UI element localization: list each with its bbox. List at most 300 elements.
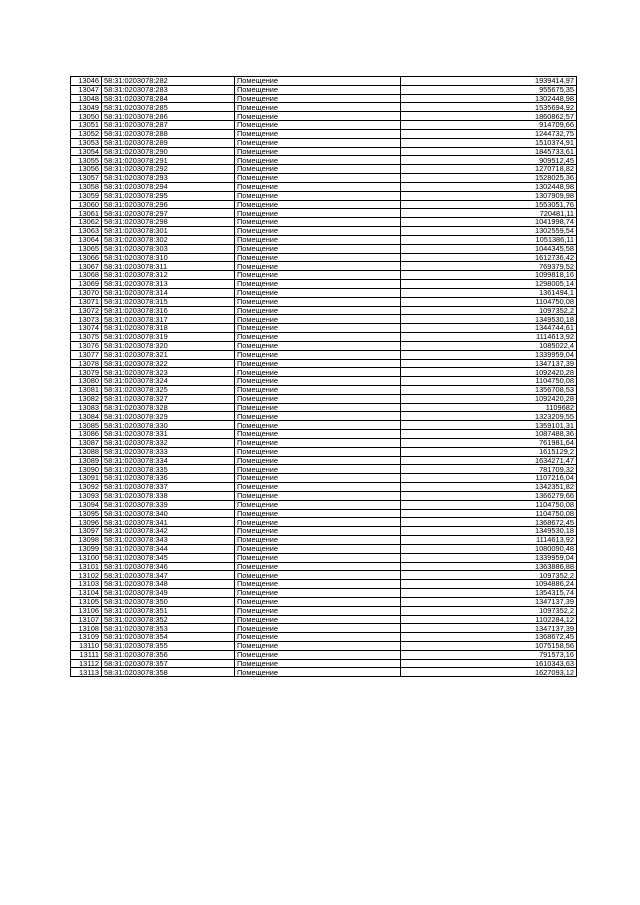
cadastral-number-cell: 58:31:0203078:329 bbox=[102, 412, 235, 421]
table-row bbox=[71, 324, 577, 333]
table-row bbox=[71, 447, 577, 456]
cadastral-number-cell: 58:31:0203078:337 bbox=[102, 483, 235, 492]
cadastral-number-cell: 58:31:0203078:346 bbox=[102, 562, 235, 571]
row-number-cell: 13057 bbox=[71, 174, 102, 183]
row-number-cell: 13099 bbox=[71, 544, 102, 553]
object-type-cell: Помещение bbox=[235, 306, 401, 315]
cadastral-value-cell: 1302448,98 bbox=[401, 182, 577, 191]
object-type-cell: Помещение bbox=[235, 103, 401, 112]
cadastral-value-cell: 1307909,98 bbox=[401, 191, 577, 200]
cadastral-value-cell: 1114613,92 bbox=[401, 536, 577, 545]
cadastral-value-cell: 1092420,28 bbox=[401, 394, 577, 403]
row-number-cell: 13084 bbox=[71, 412, 102, 421]
object-type-cell: Помещение bbox=[235, 218, 401, 227]
object-type-cell: Помещение bbox=[235, 121, 401, 130]
object-type-cell: Помещение bbox=[235, 456, 401, 465]
cadastral-value-cell: 1244732,75 bbox=[401, 129, 577, 138]
table-row bbox=[71, 191, 577, 200]
object-type-cell: Помещение bbox=[235, 474, 401, 483]
row-number-cell: 13062 bbox=[71, 218, 102, 227]
row-number-cell: 13110 bbox=[71, 642, 102, 651]
cadastral-number-cell: 58:31:0203078:310 bbox=[102, 253, 235, 262]
table-row bbox=[71, 262, 577, 271]
cadastral-number-cell: 58:31:0203078:328 bbox=[102, 403, 235, 412]
cadastral-value-cell: 1615129,2 bbox=[401, 447, 577, 456]
cadastral-number-cell: 58:31:0203078:319 bbox=[102, 333, 235, 342]
object-type-cell: Помещение bbox=[235, 430, 401, 439]
object-type-cell: Помещение bbox=[235, 642, 401, 651]
object-type-cell: Помещение bbox=[235, 491, 401, 500]
cadastral-number-cell: 58:31:0203078:289 bbox=[102, 138, 235, 147]
row-number-cell: 13102 bbox=[71, 571, 102, 580]
object-type-cell: Помещение bbox=[235, 650, 401, 659]
cadastral-number-cell: 58:31:0203078:351 bbox=[102, 606, 235, 615]
table-row bbox=[71, 474, 577, 483]
cadastral-number-cell: 58:31:0203078:323 bbox=[102, 368, 235, 377]
row-number-cell: 13078 bbox=[71, 359, 102, 368]
row-number-cell: 13058 bbox=[71, 182, 102, 191]
row-number-cell: 13081 bbox=[71, 385, 102, 394]
row-number-cell: 13069 bbox=[71, 280, 102, 289]
table-row bbox=[71, 377, 577, 386]
cadastral-value-cell: 1323209,55 bbox=[401, 412, 577, 421]
cadastral-value-cell: 909512,45 bbox=[401, 156, 577, 165]
row-number-cell: 13050 bbox=[71, 112, 102, 121]
cadastral-value-cell: 1092420,28 bbox=[401, 368, 577, 377]
cadastral-value-cell: 1104750,08 bbox=[401, 500, 577, 509]
cadastral-value-cell: 1510374,91 bbox=[401, 138, 577, 147]
table-row bbox=[71, 209, 577, 218]
row-number-cell: 13101 bbox=[71, 562, 102, 571]
row-number-cell: 13063 bbox=[71, 227, 102, 236]
table-row bbox=[71, 103, 577, 112]
table-body bbox=[71, 77, 577, 677]
row-number-cell: 13052 bbox=[71, 129, 102, 138]
cadastral-value-cell: 1939414,97 bbox=[401, 77, 577, 86]
object-type-cell: Помещение bbox=[235, 262, 401, 271]
cadastral-number-cell: 58:31:0203078:353 bbox=[102, 624, 235, 633]
table-row bbox=[71, 271, 577, 280]
table-row bbox=[71, 306, 577, 315]
cadastral-number-cell: 58:31:0203078:338 bbox=[102, 491, 235, 500]
table-row bbox=[71, 650, 577, 659]
cadastral-number-cell: 58:31:0203078:288 bbox=[102, 129, 235, 138]
row-number-cell: 13074 bbox=[71, 324, 102, 333]
object-type-cell: Помещение bbox=[235, 235, 401, 244]
table-row bbox=[71, 156, 577, 165]
row-number-cell: 13108 bbox=[71, 624, 102, 633]
table-row bbox=[71, 165, 577, 174]
cadastral-number-cell: 58:31:0203078:332 bbox=[102, 438, 235, 447]
cadastral-value-cell: 1634271,47 bbox=[401, 456, 577, 465]
object-type-cell: Помещение bbox=[235, 527, 401, 536]
object-type-cell: Помещение bbox=[235, 385, 401, 394]
table-row bbox=[71, 359, 577, 368]
table-row bbox=[71, 403, 577, 412]
cadastral-value-cell: 1041998,74 bbox=[401, 218, 577, 227]
object-type-cell: Помещение bbox=[235, 227, 401, 236]
cadastral-number-cell: 58:31:0203078:334 bbox=[102, 456, 235, 465]
table-row bbox=[71, 509, 577, 518]
object-type-cell: Помещение bbox=[235, 562, 401, 571]
row-number-cell: 13067 bbox=[71, 262, 102, 271]
cadastral-value-cell: 1342351,82 bbox=[401, 483, 577, 492]
cadastral-value-cell: 1097352,2 bbox=[401, 306, 577, 315]
table-row bbox=[71, 394, 577, 403]
cadastral-value-cell: 955675,35 bbox=[401, 85, 577, 94]
cadastral-number-cell: 58:31:0203078:335 bbox=[102, 465, 235, 474]
cadastral-number-cell: 58:31:0203078:311 bbox=[102, 262, 235, 271]
cadastral-number-cell: 58:31:0203078:296 bbox=[102, 200, 235, 209]
cadastral-value-cell: 1298005,14 bbox=[401, 280, 577, 289]
table-row bbox=[71, 571, 577, 580]
cadastral-number-cell: 58:31:0203078:356 bbox=[102, 650, 235, 659]
object-type-cell: Помещение bbox=[235, 597, 401, 606]
cadastral-number-cell: 58:31:0203078:312 bbox=[102, 271, 235, 280]
table-row bbox=[71, 659, 577, 668]
cadastral-value-cell: 1104750,08 bbox=[401, 297, 577, 306]
cadastral-value-cell: 1366279,66 bbox=[401, 491, 577, 500]
table-row bbox=[71, 350, 577, 359]
cadastral-number-cell: 58:31:0203078:285 bbox=[102, 103, 235, 112]
object-type-cell: Помещение bbox=[235, 465, 401, 474]
row-number-cell: 13046 bbox=[71, 77, 102, 86]
row-number-cell: 13093 bbox=[71, 491, 102, 500]
row-number-cell: 13075 bbox=[71, 333, 102, 342]
object-type-cell: Помещение bbox=[235, 85, 401, 94]
table-row bbox=[71, 580, 577, 589]
row-number-cell: 13106 bbox=[71, 606, 102, 615]
object-type-cell: Помещение bbox=[235, 112, 401, 121]
cadastral-value-cell: 1368672,45 bbox=[401, 633, 577, 642]
cadastral-number-cell: 58:31:0203078:294 bbox=[102, 182, 235, 191]
cadastral-value-cell: 1610343,63 bbox=[401, 659, 577, 668]
object-type-cell: Помещение bbox=[235, 500, 401, 509]
cadastral-number-cell: 58:31:0203078:344 bbox=[102, 544, 235, 553]
cadastral-number-cell: 58:31:0203078:291 bbox=[102, 156, 235, 165]
table-row bbox=[71, 182, 577, 191]
row-number-cell: 13082 bbox=[71, 394, 102, 403]
cadastral-number-cell: 58:31:0203078:322 bbox=[102, 359, 235, 368]
object-type-cell: Помещение bbox=[235, 589, 401, 598]
cadastral-value-cell: 1094886,24 bbox=[401, 580, 577, 589]
cadastral-value-cell: 1302448,98 bbox=[401, 94, 577, 103]
table-row bbox=[71, 200, 577, 209]
cadastral-value-cell: 1354315,74 bbox=[401, 589, 577, 598]
row-number-cell: 13054 bbox=[71, 147, 102, 156]
object-type-cell: Помещение bbox=[235, 368, 401, 377]
row-number-cell: 13089 bbox=[71, 456, 102, 465]
cadastral-value-cell: 1349530,18 bbox=[401, 315, 577, 324]
cadastral-number-cell: 58:31:0203078:295 bbox=[102, 191, 235, 200]
table-row bbox=[71, 483, 577, 492]
table-row bbox=[71, 218, 577, 227]
object-type-cell: Помещение bbox=[235, 147, 401, 156]
object-type-cell: Помещение bbox=[235, 624, 401, 633]
row-number-cell: 13086 bbox=[71, 430, 102, 439]
object-type-cell: Помещение bbox=[235, 403, 401, 412]
row-number-cell: 13051 bbox=[71, 121, 102, 130]
table-row bbox=[71, 147, 577, 156]
cadastral-number-cell: 58:31:0203078:352 bbox=[102, 615, 235, 624]
row-number-cell: 13049 bbox=[71, 103, 102, 112]
cadastral-value-cell: 761981,64 bbox=[401, 438, 577, 447]
row-number-cell: 13065 bbox=[71, 244, 102, 253]
row-number-cell: 13109 bbox=[71, 633, 102, 642]
cadastral-value-cell: 791573,16 bbox=[401, 650, 577, 659]
cadastral-number-cell: 58:31:0203078:357 bbox=[102, 659, 235, 668]
object-type-cell: Помещение bbox=[235, 253, 401, 262]
cadastral-value-cell: 1104750,08 bbox=[401, 509, 577, 518]
row-number-cell: 13064 bbox=[71, 235, 102, 244]
object-type-cell: Помещение bbox=[235, 280, 401, 289]
object-type-cell: Помещение bbox=[235, 209, 401, 218]
cadastral-number-cell: 58:31:0203078:358 bbox=[102, 668, 235, 677]
cadastral-value-cell: 1099818,16 bbox=[401, 271, 577, 280]
cadastral-value-cell: 1845733,61 bbox=[401, 147, 577, 156]
cadastral-value-cell: 1528025,36 bbox=[401, 174, 577, 183]
cadastral-number-cell: 58:31:0203078:298 bbox=[102, 218, 235, 227]
object-type-cell: Помещение bbox=[235, 412, 401, 421]
row-number-cell: 13098 bbox=[71, 536, 102, 545]
cadastral-value-cell: 1612736,42 bbox=[401, 253, 577, 262]
row-number-cell: 13090 bbox=[71, 465, 102, 474]
cadastral-value-cell: 1104750,08 bbox=[401, 377, 577, 386]
object-type-cell: Помещение bbox=[235, 544, 401, 553]
cadastral-value-cell: 1627093,12 bbox=[401, 668, 577, 677]
cadastral-number-cell: 58:31:0203078:293 bbox=[102, 174, 235, 183]
table-row bbox=[71, 624, 577, 633]
table-row bbox=[71, 421, 577, 430]
table-row bbox=[71, 333, 577, 342]
row-number-cell: 13096 bbox=[71, 518, 102, 527]
table-row bbox=[71, 129, 577, 138]
row-number-cell: 13060 bbox=[71, 200, 102, 209]
row-number-cell: 13097 bbox=[71, 527, 102, 536]
table-row bbox=[71, 412, 577, 421]
cadastral-value-cell: 1075158,56 bbox=[401, 642, 577, 651]
row-number-cell: 13048 bbox=[71, 94, 102, 103]
cadastral-number-cell: 58:31:0203078:333 bbox=[102, 447, 235, 456]
cadastral-number-cell: 58:31:0203078:320 bbox=[102, 341, 235, 350]
cadastral-number-cell: 58:31:0203078:350 bbox=[102, 597, 235, 606]
object-type-cell: Помещение bbox=[235, 350, 401, 359]
row-number-cell: 13047 bbox=[71, 85, 102, 94]
cadastral-value-cell: 781709,32 bbox=[401, 465, 577, 474]
table-row bbox=[71, 315, 577, 324]
cadastral-number-cell: 58:31:0203078:345 bbox=[102, 553, 235, 562]
object-type-cell: Помещение bbox=[235, 615, 401, 624]
cadastral-value-cell: 1097352,2 bbox=[401, 606, 577, 615]
row-number-cell: 13113 bbox=[71, 668, 102, 677]
object-type-cell: Помещение bbox=[235, 77, 401, 86]
object-type-cell: Помещение bbox=[235, 668, 401, 677]
table-row bbox=[71, 527, 577, 536]
object-type-cell: Помещение bbox=[235, 182, 401, 191]
cadastral-number-cell: 58:31:0203078:315 bbox=[102, 297, 235, 306]
row-number-cell: 13061 bbox=[71, 209, 102, 218]
cadastral-value-cell: 1107216,04 bbox=[401, 474, 577, 483]
object-type-cell: Помещение bbox=[235, 421, 401, 430]
object-type-cell: Помещение bbox=[235, 483, 401, 492]
row-number-cell: 13095 bbox=[71, 509, 102, 518]
table-row bbox=[71, 606, 577, 615]
object-type-cell: Помещение bbox=[235, 138, 401, 147]
table-row bbox=[71, 465, 577, 474]
cadastral-value-cell: 1302559,54 bbox=[401, 227, 577, 236]
object-type-cell: Помещение bbox=[235, 200, 401, 209]
table-row bbox=[71, 642, 577, 651]
cadastral-value-cell: 720481,11 bbox=[401, 209, 577, 218]
table-row bbox=[71, 544, 577, 553]
cadastral-number-cell: 58:31:0203078:331 bbox=[102, 430, 235, 439]
table-row bbox=[71, 341, 577, 350]
row-number-cell: 13103 bbox=[71, 580, 102, 589]
cadastral-value-cell: 914709,66 bbox=[401, 121, 577, 130]
row-number-cell: 13079 bbox=[71, 368, 102, 377]
cadastral-number-cell: 58:31:0203078:318 bbox=[102, 324, 235, 333]
row-number-cell: 13055 bbox=[71, 156, 102, 165]
cadastral-number-cell: 58:31:0203078:316 bbox=[102, 306, 235, 315]
table-row bbox=[71, 138, 577, 147]
row-number-cell: 13066 bbox=[71, 253, 102, 262]
cadastral-number-cell: 58:31:0203078:348 bbox=[102, 580, 235, 589]
row-number-cell: 13080 bbox=[71, 377, 102, 386]
object-type-cell: Помещение bbox=[235, 606, 401, 615]
table-row bbox=[71, 668, 577, 677]
table-row bbox=[71, 174, 577, 183]
cadastral-value-cell: 1363886,88 bbox=[401, 562, 577, 571]
table-row bbox=[71, 633, 577, 642]
row-number-cell: 13100 bbox=[71, 553, 102, 562]
cadastral-number-cell: 58:31:0203078:303 bbox=[102, 244, 235, 253]
cadastral-value-cell: 1361494,1 bbox=[401, 288, 577, 297]
cadastral-value-cell: 1270718,82 bbox=[401, 165, 577, 174]
row-number-cell: 13071 bbox=[71, 297, 102, 306]
table-row bbox=[71, 121, 577, 130]
row-number-cell: 13083 bbox=[71, 403, 102, 412]
object-type-cell: Помещение bbox=[235, 129, 401, 138]
object-type-cell: Помещение bbox=[235, 659, 401, 668]
cadastral-number-cell: 58:31:0203078:284 bbox=[102, 94, 235, 103]
table-row bbox=[71, 244, 577, 253]
table-row bbox=[71, 491, 577, 500]
row-number-cell: 13059 bbox=[71, 191, 102, 200]
cadastral-value-cell: 1114613,92 bbox=[401, 333, 577, 342]
cadastral-value-cell: 1347137,39 bbox=[401, 359, 577, 368]
object-type-cell: Помещение bbox=[235, 359, 401, 368]
row-number-cell: 13056 bbox=[71, 165, 102, 174]
cadastral-value-cell: 1339959,04 bbox=[401, 350, 577, 359]
object-type-cell: Помещение bbox=[235, 633, 401, 642]
row-number-cell: 13094 bbox=[71, 500, 102, 509]
cadastral-number-cell: 58:31:0203078:339 bbox=[102, 500, 235, 509]
cadastral-number-cell: 58:31:0203078:341 bbox=[102, 518, 235, 527]
object-type-cell: Помещение bbox=[235, 394, 401, 403]
cadastral-number-cell: 58:31:0203078:354 bbox=[102, 633, 235, 642]
data-table bbox=[70, 76, 577, 677]
cadastral-value-cell: 1553051,76 bbox=[401, 200, 577, 209]
cadastral-value-cell: 1097352,2 bbox=[401, 571, 577, 580]
table-row bbox=[71, 615, 577, 624]
object-type-cell: Помещение bbox=[235, 288, 401, 297]
row-number-cell: 13107 bbox=[71, 615, 102, 624]
table-row bbox=[71, 456, 577, 465]
row-number-cell: 13085 bbox=[71, 421, 102, 430]
object-type-cell: Помещение bbox=[235, 553, 401, 562]
row-number-cell: 13111 bbox=[71, 650, 102, 659]
table-row bbox=[71, 368, 577, 377]
cadastral-value-cell: 1347137,39 bbox=[401, 597, 577, 606]
cadastral-number-cell: 58:31:0203078:355 bbox=[102, 642, 235, 651]
object-type-cell: Помещение bbox=[235, 333, 401, 342]
table-row bbox=[71, 112, 577, 121]
cadastral-number-cell: 58:31:0203078:302 bbox=[102, 235, 235, 244]
object-type-cell: Помещение bbox=[235, 315, 401, 324]
object-type-cell: Помещение bbox=[235, 518, 401, 527]
cadastral-number-cell: 58:31:0203078:340 bbox=[102, 509, 235, 518]
cadastral-value-cell: 1087488,36 bbox=[401, 430, 577, 439]
object-type-cell: Помещение bbox=[235, 174, 401, 183]
cadastral-value-cell: 1359101,31 bbox=[401, 421, 577, 430]
object-type-cell: Помещение bbox=[235, 377, 401, 386]
cadastral-value-cell: 1109682 bbox=[401, 403, 577, 412]
row-number-cell: 13068 bbox=[71, 271, 102, 280]
cadastral-number-cell: 58:31:0203078:342 bbox=[102, 527, 235, 536]
table-row bbox=[71, 430, 577, 439]
cadastral-number-cell: 58:31:0203078:313 bbox=[102, 280, 235, 289]
cadastral-value-cell: 1080090,48 bbox=[401, 544, 577, 553]
object-type-cell: Помещение bbox=[235, 324, 401, 333]
table-row bbox=[71, 227, 577, 236]
object-type-cell: Помещение bbox=[235, 341, 401, 350]
cadastral-number-cell: 58:31:0203078:330 bbox=[102, 421, 235, 430]
cadastral-number-cell: 58:31:0203078:301 bbox=[102, 227, 235, 236]
object-type-cell: Помещение bbox=[235, 297, 401, 306]
cadastral-value-cell: 1860862,57 bbox=[401, 112, 577, 121]
row-number-cell: 13072 bbox=[71, 306, 102, 315]
table-row bbox=[71, 385, 577, 394]
cadastral-number-cell: 58:31:0203078:327 bbox=[102, 394, 235, 403]
table-row bbox=[71, 297, 577, 306]
row-number-cell: 13091 bbox=[71, 474, 102, 483]
object-type-cell: Помещение bbox=[235, 94, 401, 103]
row-number-cell: 13087 bbox=[71, 438, 102, 447]
cadastral-number-cell: 58:31:0203078:324 bbox=[102, 377, 235, 386]
table-row bbox=[71, 288, 577, 297]
object-type-cell: Помещение bbox=[235, 447, 401, 456]
cadastral-value-cell: 769379,52 bbox=[401, 262, 577, 271]
table-row bbox=[71, 500, 577, 509]
cadastral-number-cell: 58:31:0203078:283 bbox=[102, 85, 235, 94]
object-type-cell: Помещение bbox=[235, 191, 401, 200]
table-row bbox=[71, 85, 577, 94]
cadastral-value-cell: 1344744,61 bbox=[401, 324, 577, 333]
cadastral-number-cell: 58:31:0203078:317 bbox=[102, 315, 235, 324]
table-row bbox=[71, 597, 577, 606]
cadastral-number-cell: 58:31:0203078:343 bbox=[102, 536, 235, 545]
table-row bbox=[71, 589, 577, 598]
cadastral-value-cell: 1535694,92 bbox=[401, 103, 577, 112]
cadastral-value-cell: 1085022,4 bbox=[401, 341, 577, 350]
table-row bbox=[71, 77, 577, 86]
object-type-cell: Помещение bbox=[235, 571, 401, 580]
row-number-cell: 13053 bbox=[71, 138, 102, 147]
object-type-cell: Помещение bbox=[235, 271, 401, 280]
table-row bbox=[71, 438, 577, 447]
row-number-cell: 13088 bbox=[71, 447, 102, 456]
cadastral-number-cell: 58:31:0203078:325 bbox=[102, 385, 235, 394]
